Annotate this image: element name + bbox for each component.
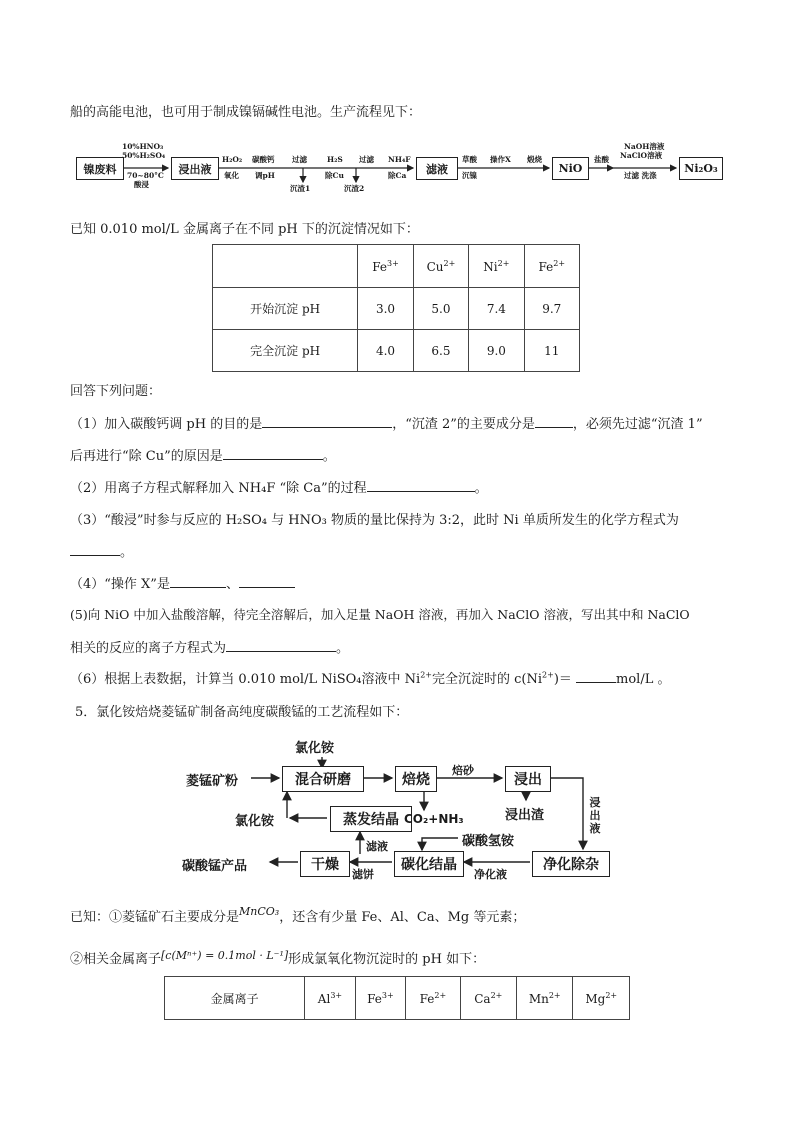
q6-text-b: 完全沉淀时的 c(Ni [431,672,543,687]
k3-formula: [c(Mⁿ⁺) = 0.1mol · L⁻¹] [161,949,289,962]
q1-text-c: ，必须先过滤“沉渣 1” [572,417,703,432]
table-cell: 7.4 [469,288,524,330]
flow2-box-roast: 焙烧 [395,766,437,792]
flow1-oxidize: 氧化 [224,171,239,180]
flow1-box-nio: NiO [552,157,589,180]
table-cell: 5.0 [413,288,468,330]
table2-header-row [165,977,630,1020]
q2-text-a: （2）用离子方程式解释加入 NH₄F “除 Ca”的过程 [70,481,367,496]
flow1-filter2: 过滤 [359,155,374,164]
flow1-oxalic: 草酸 [462,155,477,164]
table2-ion-ca2: $Ca^{2+}$ [460,977,516,1020]
flow1-h2s: H₂S [327,155,343,164]
k2-text-b: ，还含有少量 Fe、Al、Ca、Mg 等元素； [279,910,526,925]
q1-text-e: 。 [322,449,336,464]
flow1-calcine: 煅烧 [527,155,542,164]
table2-ion-fe3: $Fe^{3+}$ [355,977,406,1020]
q3-text-b: 。 [120,545,134,560]
table2-ion-al3: $Al^{3+}$ [305,977,355,1020]
flow2-filtrate: 滤液 [366,840,388,853]
flow2-leachate: 浸出液 [589,796,601,835]
q6-text-a: （6）根据上表数据，计算当 0.010 mol/L NiSO₄溶液中 Ni [70,672,421,687]
flow1-adjph: 调pH [255,171,275,180]
q4-text-b: 、 [225,577,239,592]
known1-text: 已知 0.010 mol/L 金属离子在不同 pH 下的沉淀情况如下： [70,222,419,237]
k2-formula: MnCO₃ [239,905,280,918]
table-cell: 6.5 [413,330,468,372]
answer-intro: 回答下列问题： [70,384,162,399]
table-cell: 9.0 [469,330,524,372]
table-cell: 11 [524,330,579,372]
row-label: 完全沉淀 pH [213,330,358,372]
table-cell: 4.0 [358,330,413,372]
known2-text [70,906,525,925]
flow1-filterwash: 过滤 洗涤 [624,171,657,180]
flow1-opx: 操作X [490,155,511,164]
problem-5-title: 5．氯化铵焙烧菱锰矿制备高纯度碳酸锰的工艺流程如下： [75,705,409,720]
known3-text [70,948,485,967]
flow1-precip: 沉镍 [462,171,477,180]
intro-text: 船的高能电池，也可用于制成镍镉碱性电池。生产流程见下： [70,105,422,120]
flow1-box-leachate: 浸出液 [171,157,219,180]
flow1-acid1: 10%HNO₃ [122,142,164,151]
flow2-box-dry: 干燥 [300,851,350,877]
table1-ion-fe2: $Fe^{2+}$ [524,245,579,288]
flow2-box-purify: 净化除杂 [532,851,610,877]
k2-text-a: 已知：①菱锰矿石主要成分是 [70,910,240,925]
flow2-gases: CO₂+NH₃ [404,812,464,826]
flow2-box-carb: 碳化结晶 [394,851,464,877]
flow2-leach-residue: 浸出渣 [505,808,545,823]
table2-header-label: 金属离子 [165,977,305,1020]
table-cell: 3.0 [358,288,413,330]
row-label: 开始沉淀 pH [213,288,358,330]
q6-sup-2: 2+ [542,670,554,680]
table1-ion-ni2: $Ni^{2+}$ [469,245,524,288]
flow1-hcl: 盐酸 [594,155,609,164]
table2-ion-mn2: $Mn^{2+}$ [517,977,573,1020]
flow1-box-filtrate: 滤液 [416,157,458,180]
flow1-box-waste-ni: 镍废料 [76,157,124,180]
table1-ion-cu2: $Cu^{2+}$ [413,245,468,288]
hydroxide-ph-table [164,976,630,1020]
flow2-box-evap: 蒸发结晶 [330,806,412,832]
flow1-naclo: NaClO溶液 [620,151,663,160]
flow2-box-leach: 浸出 [505,766,551,792]
flow2-box-mix: 混合研磨 [282,766,364,792]
flow1-h2o2: H₂O₂ [222,155,243,164]
flow1-filter1: 过滤 [292,155,307,164]
flow1-box-ni2o3: Ni₂O₃ [679,157,723,180]
flow2-cake: 滤饼 [352,868,374,881]
question-3-line1: （3）“酸浸”时参与反应的 H₂SO₄ 与 HNO₃ 物质的量比保持为 3:2，此时 Ni 单质所发生的化学方程式为 [70,513,679,528]
flow2-nh4cl-top: 氯化铵 [295,741,335,756]
table1-ion-fe3: $Fe^{3+}$ [358,245,413,288]
flow2-ore: 菱锰矿粉 [186,774,239,789]
k3-text-a: ②相关金属离子 [70,952,162,967]
flow1-caco3: 碳酸钙 [252,155,275,164]
q2-text-b: 。 [474,481,488,496]
question-5-line1: (5)向 NiO 中加入盐酸溶解，待完全溶解后，加入足量 NaOH 溶液，再加入 NaClO 溶液，写出其中和 NaClO [70,607,690,622]
flow1-naoh: NaOH溶液 [624,142,665,151]
q5-text-b: 相关的反应的离子方程式为 [70,641,227,656]
q1-text-d: 后再进行“除 Cu”的原因是 [70,449,223,464]
q6-sup-1: 2+ [420,670,432,680]
flow1-temp: 70~80°C [127,171,164,180]
q1-text-a: （1）加入碳酸钙调 pH 的目的是 [70,417,263,432]
flow1-removeca: 除Ca [388,171,407,180]
flow1-acid2: 50%H₂SO₄ [122,151,166,160]
q6-text-c: )＝ [553,672,572,687]
table-cell: 9.7 [524,288,579,330]
flow2-nh4cl-left: 氯化铵 [235,814,275,829]
q6-text-d: mol/L 。 [616,672,671,687]
q1-text-b: ，“沉渣 2”的主要成分是 [392,417,535,432]
flow2-mnco3-product: 碳酸锰产品 [182,859,248,874]
q4-text-a: （4）“操作 X”是 [70,577,170,592]
table2-ion-mg2: $Mg^{2+}$ [573,977,630,1020]
flow2-nh4hco3: 碳酸氢铵 [462,834,515,849]
flow1-removecu: 除Cu [325,171,344,180]
flow1-residue1: 沉渣1 [290,184,311,193]
flow2-roasted-sand: 焙砂 [452,764,474,777]
q5-text-c: 。 [336,641,350,656]
flow1-leach: 酸浸 [134,180,149,189]
table2-ion-fe2: $Fe^{2+}$ [406,977,460,1020]
flow2-purified: 净化液 [474,868,507,881]
flow1-nh4f: NH₄F [388,155,411,164]
flow1-residue2: 沉渣2 [344,184,365,193]
k3-text-b: 形成氯氧化物沉淀时的 pH 如下： [288,952,486,967]
